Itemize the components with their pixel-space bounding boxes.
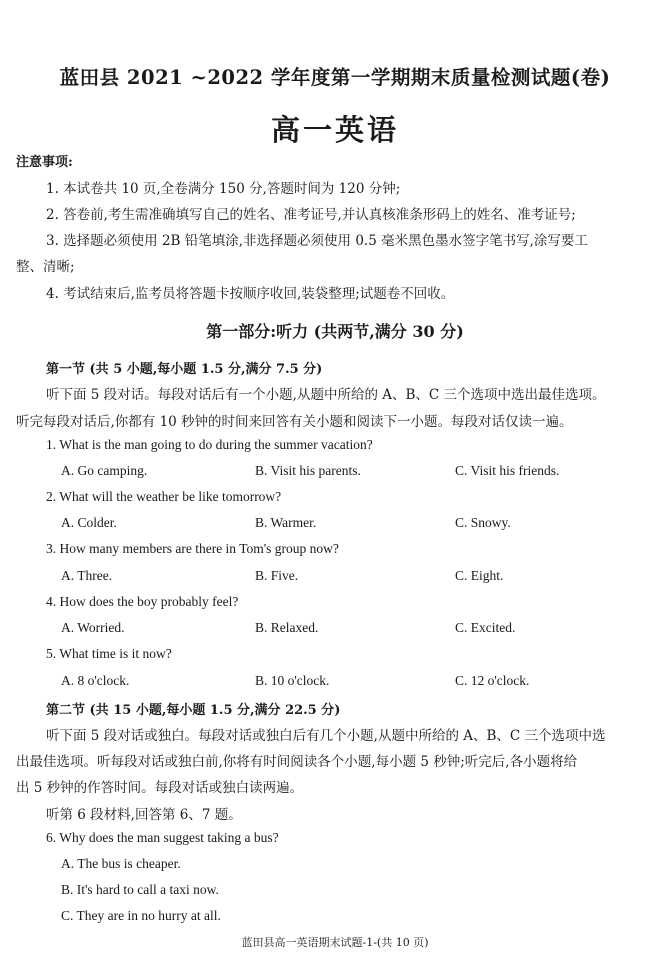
- part-one-title: 第一部分:听力 (共两节,满分 30 分): [206, 322, 464, 341]
- section-two-instructions: 出最佳选项。听每段对话或独白前,你将有时间阅读各个小题,每小题 5 秒钟;听完后,各小题将给: [16, 754, 578, 770]
- option-c: C. Excited.: [455, 620, 516, 635]
- option-c: C. Visit his friends.: [455, 463, 560, 478]
- question-2: 2. What will the weather be like tomorrow?: [46, 489, 282, 504]
- option-a: A. Three.: [61, 568, 113, 583]
- option-a: A. The bus is cheaper.: [61, 856, 181, 871]
- note-item: 3. 选择题必须使用 2B 铅笔填涂,非选择题必须使用 0.5 毫米黑色墨水签字笔书写,涂写要工: [46, 233, 588, 249]
- section-two-instructions: 听下面 5 段对话或独白。每段对话或独白后有几个小题,从题中所给的 A、B、C 三个选项中选: [46, 728, 606, 744]
- question-1: 1. What is the man going to do during the summer vacation?: [46, 437, 373, 452]
- option-b: B. Warmer.: [255, 515, 317, 530]
- material-note: 听第 6 段材料,回答第 6、7 题。: [46, 807, 242, 823]
- option-a: A. Go camping.: [61, 463, 148, 478]
- section-two-instructions: 出 5 秒钟的作答时间。每段对话或独白读两遍。: [16, 780, 304, 796]
- note-item: 2. 答卷前,考生需准确填写自己的姓名、准考证号,并认真核准条形码上的姓名、准考证号;: [46, 207, 576, 223]
- option-b: B. Five.: [255, 568, 299, 583]
- subject-title: 高一英语: [270, 113, 399, 147]
- option-c: C. 12 o'clock.: [455, 673, 530, 688]
- note-item: 4. 考试结束后,监考员将答题卡按顺序收回,装袋整理;试题卷不回收。: [46, 286, 455, 302]
- page-footer: 蓝田县高一英语期末试题-1-(共 10 页): [241, 936, 429, 949]
- option-a: A. Worried.: [61, 620, 125, 635]
- option-c: C. Snowy.: [455, 515, 511, 530]
- question-6: 6. Why does the man suggest taking a bus?: [46, 830, 279, 845]
- option-b: B. 10 o'clock.: [255, 673, 330, 688]
- option-a: A. 8 o'clock.: [61, 673, 130, 688]
- option-b: B. Visit his parents.: [255, 463, 361, 478]
- note-item-continuation: 整、清晰;: [16, 259, 75, 275]
- option-a: A. Colder.: [61, 515, 117, 530]
- note-item: 1. 本试卷共 10 页,全卷满分 150 分,答题时间为 120 分钟;: [46, 181, 401, 197]
- exam-title: 蓝田县 2021 ~2022 学年度第一学期期末质量检测试题(卷): [59, 66, 611, 89]
- question-5: 5. What time is it now?: [46, 646, 172, 661]
- section-one-title: 第一节 (共 5 小题,每小题 1.5 分,满分 7.5 分): [46, 362, 323, 377]
- question-4: 4. How does the boy probably feel?: [46, 594, 239, 609]
- section-two-title: 第二节 (共 15 小题,每小题 1.5 分,满分 22.5 分): [46, 703, 341, 718]
- option-c: C. Eight.: [455, 568, 504, 583]
- option-b: B. It's hard to call a taxi now.: [61, 882, 219, 897]
- section-one-instructions: 听完每段对话后,你都有 10 秒钟的时间来回答有关小题和阅读下一小题。每段对话仅读一遍。: [16, 414, 573, 430]
- question-3: 3. How many members are there in Tom's group now?: [46, 541, 339, 556]
- option-b: B. Relaxed.: [255, 620, 319, 635]
- option-c: C. They are in no hurry at all.: [61, 908, 221, 923]
- notes-heading: 注意事项:: [16, 155, 73, 170]
- section-one-instructions: 听下面 5 段对话。每段对话后有一个小题,从题中所给的 A、B、C 三个选项中选出最佳选项。: [46, 387, 606, 403]
